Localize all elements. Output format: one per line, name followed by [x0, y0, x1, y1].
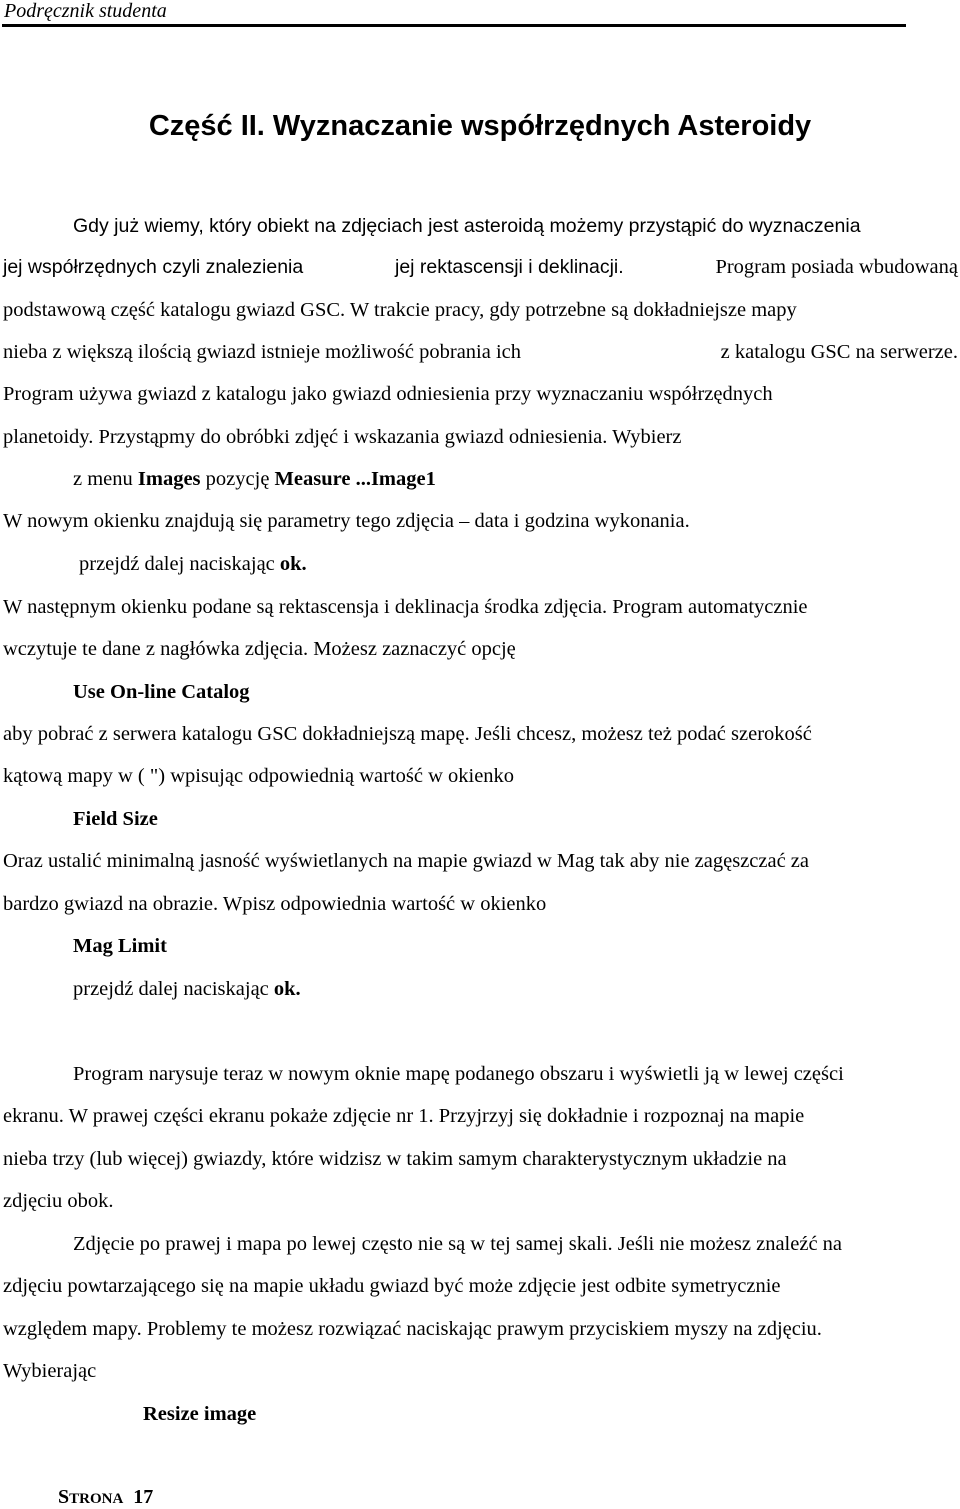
p2-line-2: wczytuje te dane z nagłówka zdjęcia. Możesz zaznaczyć opcję [3, 638, 516, 660]
text: z katalogu GSC na serwerze. [720, 341, 958, 363]
option-use-online-catalog: Use On-line Catalog [73, 681, 250, 703]
p2-line-1: W następnym okienku podane są rektascensja i deklinacja środka zdjęcia. Program automatycznie [3, 596, 808, 618]
page-number: 17 [133, 1486, 154, 1508]
p4-line-2: bardzo gwiazd na obrazie. Wpisz odpowiednia wartość w okienko [3, 893, 547, 915]
p4-line-1: Oraz ustalić minimalną jasność wyświetlanych na mapie gwiazd w Mag tak aby nie zagęszczać za [3, 850, 810, 872]
menu-item-measure: Measure [274, 468, 351, 490]
p5-line-3: nieba trzy (lub więcej) gwiazdy, które widzisz w takim samym charakterystycznym układzie na [3, 1148, 787, 1170]
p1-line-1 [73, 213, 957, 239]
menu-item-image1: ...Image1 [350, 468, 436, 490]
p1-line-2 [3, 254, 958, 280]
section-title: Część II. Wyznaczanie współrzędnych Asteroidy [148, 110, 812, 142]
p5-line-2: ekranu. W prawej części ekranu pokaże zdjęcie nr 1. Przyjrzyj się dokładnie i rozpoznaj na mapie [3, 1105, 805, 1127]
menu-instruction [73, 466, 960, 492]
p1-line-5: Program używa gwiazd z katalogu jako gwiazd odniesienia przy wyznaczaniu współrzędnych [3, 383, 773, 405]
next-step-1 [79, 551, 960, 577]
p3-line-2: kątową mapy w ( ") wpisując odpowiednią wartość w okienko [3, 765, 515, 787]
p3-line-1: aby pobrać z serwera katalogu GSC dokładniejszą mapę. Jeśli chcesz, możesz też podać szerokość [3, 723, 812, 745]
header-rule [2, 24, 906, 27]
text: przejdź dalej naciskając [73, 978, 274, 1000]
running-header: Podręcznik studenta [4, 0, 167, 22]
p6-line-2: zdjęciu powtarzającego się na mapie układu gwiazd być może zdjęcie jest odbite symetrycznie [3, 1275, 781, 1297]
p1-line-3: podstawową część katalogu gwiazd GSC. W trakcie pracy, gdy potrzebne są dokładniejsze mapy [3, 299, 797, 321]
resize-image-label: Resize image [143, 1403, 257, 1425]
ok-label: ok. [273, 978, 301, 1000]
text: z menu [73, 468, 138, 490]
text: jej współrzędnych czyli znalezienia [3, 256, 304, 278]
text: nieba z większą ilością gwiazd istnieje możliwość pobrania ich [3, 341, 522, 363]
text: TRONA [69, 1491, 124, 1507]
p6-line-1: Zdjęcie po prawej i mapa po lewej często nie są w tej samej skali. Jeśli nie możesz znaleźć na [73, 1233, 843, 1255]
window-params-line: W nowym okienku znajdują się parametry tego zdjęcia – data i godzina wykonania. [3, 510, 690, 532]
p6-line-3: względem mapy. Problemy te możesz rozwiązać naciskając prawym przyciskiem myszy na zdjęciu. [3, 1318, 822, 1340]
text: S [58, 1486, 70, 1508]
p6-line-4: Wybierając [3, 1360, 97, 1382]
text: Program posiada wbudowaną [715, 256, 958, 278]
ok-label: ok. [279, 553, 307, 575]
menu-name-images: Images [137, 468, 201, 490]
p5-line-1: Program narysuje teraz w nowym oknie mapę podanego obszaru i wyświetli ją w lewej części [73, 1063, 844, 1085]
text: pozycję [200, 468, 275, 490]
p1-line-6: planetoidy. Przystąpmy do obróbki zdjęć i wskazania gwiazd odniesienia. Wybierz [3, 426, 682, 448]
text: Gdy już wiemy, który obiekt na zdjęciach jest asteroidą możemy przystąpić do wyznaczenia [73, 215, 861, 237]
page-footer [58, 1486, 153, 1509]
p5-line-4: zdjęciu obok. [3, 1190, 114, 1212]
text: jej rektascensji i deklinacji. [395, 256, 624, 278]
p1-line-4 [3, 339, 958, 365]
mag-limit-label: Mag Limit [73, 935, 167, 957]
text: przejdź dalej naciskając [79, 553, 280, 575]
field-size-label: Field Size [73, 808, 158, 830]
next-step-2 [73, 976, 960, 1002]
